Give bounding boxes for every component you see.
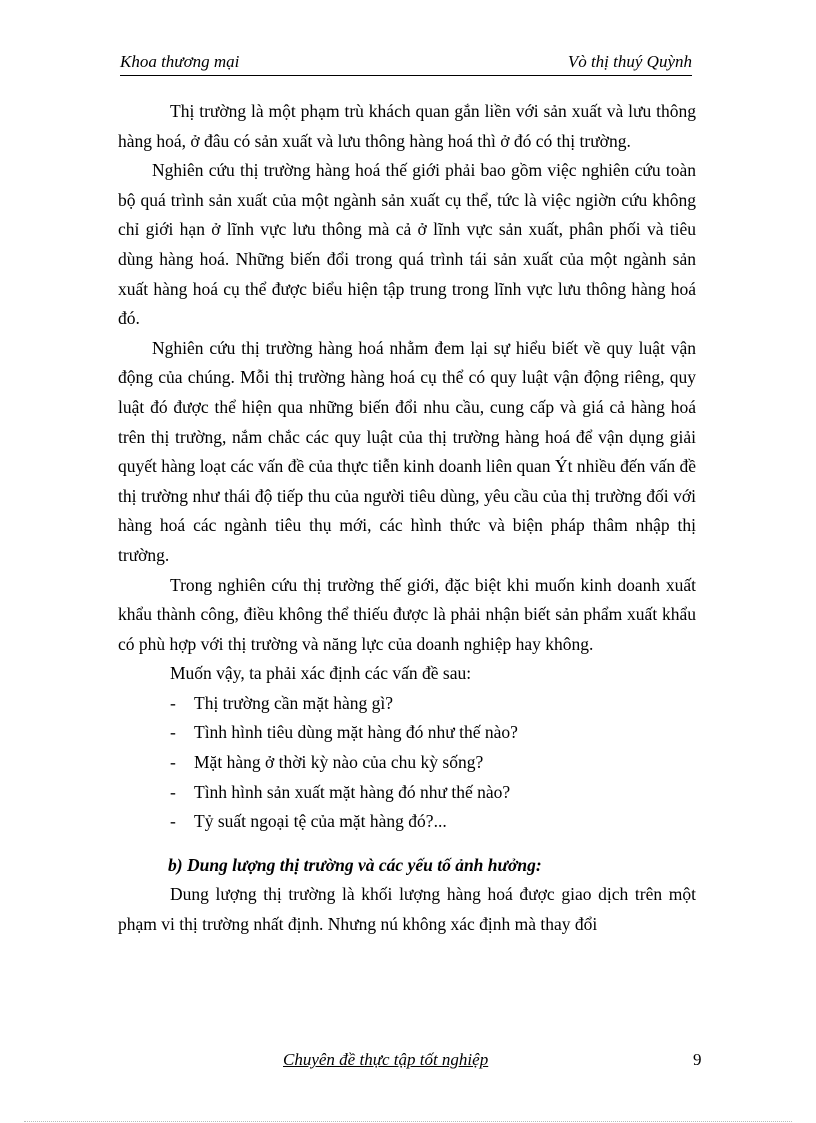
- question-list: [118, 689, 696, 837]
- header-author: Vò thị thuý Quỳnh: [567, 52, 692, 71]
- page-number: 9: [693, 1050, 702, 1069]
- list-item: - Thị trường cần mặt hàng gì?: [118, 689, 696, 719]
- paragraph-6: Dung lượng thị trường là khối lượng hàng hoá được giao dịch trên một phạm vi thị trường nhất định. Nhưng nú không xác định mà thay đổi: [118, 884, 696, 935]
- list-item: - Mặt hàng ở thời kỳ nào của chu kỳ sống?: [118, 748, 696, 778]
- document-body: [118, 97, 696, 940]
- page-footer: [0, 1050, 816, 1076]
- list-item: - Tình hình tiêu dùng mặt hàng đó như thế nào?: [118, 718, 696, 748]
- page-header: [120, 52, 692, 76]
- paragraph-3: Nghiên cứu thị trường hàng hoá nhằm đem lại sự hiểu biết về quy luật vận động của chúng. Mỗi thị trường hàng hoá cụ thể có quy luật vận động riêng, quy luật đó được thể hiện qua những biến đổi nhu cầu, cung cấp và giá cả hàng hoá trên thị trường, nắm chắc các quy luật của thị trường hàng hoá để vận dụng giải quyết hàng loạt các vấn đề của thực tiễn kinh doanh liên quan Ýt nhiều đến vấn đề thị trường như thái độ tiếp thu của người tiêu dùng, yêu cầu của thị trường đối với hàng hoá các ngành tiêu thụ mới, các hình thức và biện pháp thâm nhập thị trường.: [118, 337, 696, 565]
- list-item: - Tỷ suất ngoại tệ của mặt hàng đó?...: [118, 807, 696, 837]
- paragraph-2: Nghiên cứu thị trường hàng hoá thế giới phải bao gồm việc nghiên cứu toàn bộ quá trình sản xuất của một ngành sản xuất cụ thể, tức là việc ngiờn cứu không chỉ giới hạn ở lĩnh vực lưu thông mà cả ở lĩnh vực sản xuất, phân phối và tiêu dùng hàng hoá. Những biến đổi trong quá trình tái sản xuất của một ngành sản xuất hàng hoá cụ thể được biểu hiện tập trung trong lĩnh vực lưu thông hàng hoá đó.: [118, 160, 696, 329]
- paragraph-5: Muốn vậy, ta phải xác định các vấn đề sau:: [170, 663, 472, 684]
- header-department: Khoa thương mại: [120, 52, 240, 71]
- paragraph-4: Trong nghiên cứu thị trường thế giới, đặc biệt khi muốn kinh doanh xuất khẩu thành công, điều không thể thiếu được là phải nhận biết sản phẩm xuất khẩu có phù hợp với thị trường và năng lực của doanh nghiệp hay không.: [118, 574, 696, 654]
- paragraph-1: Thị trường là một phạm trù khách quan gắn liền với sản xuất và lưu thông hàng hoá, ở đâu có sản xuất và lưu thông hàng hoá thì ở đó có thị trường.: [118, 101, 696, 151]
- bottom-divider: [24, 1121, 792, 1122]
- footer-title: Chuyên đề thực tập tốt nghiệp: [283, 1050, 489, 1069]
- list-item: - Tình hình sản xuất mặt hàng đó như thế nào?: [118, 778, 696, 808]
- section-heading: b) Dung lượng thị trường và các yếu tố ảnh hưởng:: [168, 854, 542, 875]
